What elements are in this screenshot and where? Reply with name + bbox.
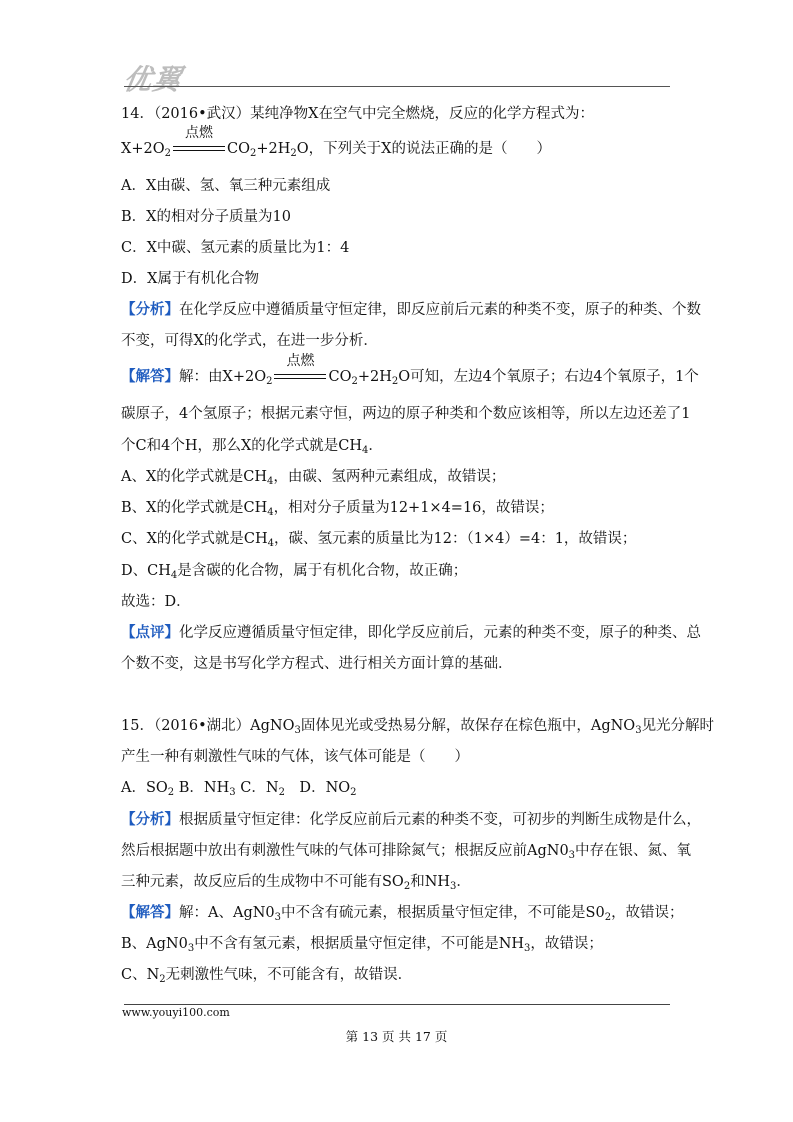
analysis-tag: 【分析】: [121, 811, 179, 828]
q15-options: A．$SO_2$ B．$NH_3$ C．$N_2$ D．$NO_2$: [121, 780, 357, 798]
q14-answer-b: B、X的化学式就是$CH_4$，相对分子质量为12+1×4=16，故错误；: [121, 500, 554, 518]
q14-stem-line1: 14．（2016•武汉）某纯净物X在空气中完全燃烧，反应的化学方程式为：: [121, 106, 594, 122]
q14-analysis-line1: 【分析】在化学反应中遵循质量守恒定律，即反应前后元素的种类不变，原子的种类、个数: [121, 301, 701, 318]
q14-answer-line1: 【解答】解：由$X+2O_2$ 点燃 $CO_2+2H_2O$可知，左边4个氧原子；右边4个氧原子，1个: [121, 353, 699, 387]
answer-tag: 【解答】: [121, 368, 179, 385]
q14-option-d: D．X属于有机化合物: [121, 271, 259, 287]
q15-answer-line3: C、$N_2$无刺激性气味，不可能含有，故错误．: [121, 967, 413, 985]
footer-divider: [124, 1004, 670, 1005]
page-number: 第 13 页 共 17 页: [345, 1029, 448, 1044]
q14-option-b: B．X的相对分子质量为10: [121, 209, 291, 225]
q15-stem-line2: 产生一种有刺激性气味的气体，该气体可能是（ ）: [121, 749, 469, 765]
q15-analysis-line2: 然后根据题中放出有刺激性气味的气体可排除氮气；根据反应前$AgN0_3$中存在银、氮、氧: [121, 843, 692, 861]
q14-answer-a: A、X的化学式就是$CH_4$，由碳、氢两种元素组成，故错误；: [121, 469, 506, 487]
q14-answer-line2: 碳原子，4个氢原子；根据元素守恒，两边的原子种类和个数应该相等，所以左边还差了1: [121, 406, 691, 422]
reaction-arrow: 点燃: [171, 140, 227, 154]
brand-logo: 优翼: [120, 63, 185, 96]
q14-equation-line: $X+2O_2$ 点燃 $CO_2+2H_2O$，下列关于X的说法正确的是（ ）: [121, 125, 551, 159]
footer-url: www.youyi100.com: [122, 1006, 230, 1019]
q14-review-line1: 【点评】化学反应遵循质量守恒定律，即化学反应前后，元素的种类不变，原子的种类、总: [121, 624, 701, 641]
q14-answer-line3: 个C和4个H，那么X的化学式就是$CH_4$．: [121, 438, 383, 456]
q14-option-a: A．X由碳、氢、氧三种元素组成: [121, 178, 331, 194]
q14-answer-d: D、$CH_4$是含碳的化合物，属于有机化合物，故正确；: [121, 563, 468, 581]
q14-choice: 故选：D．: [121, 594, 191, 610]
header-divider: [124, 86, 670, 87]
q15-answer-line1: 【解答】解：A、$AgN0_3$中不含有硫元素，根据质量守恒定律，不可能是$S0_2$，故错误；: [121, 904, 684, 923]
reaction-arrow-2: 点燃: [272, 368, 328, 382]
q14-review-line2: 个数不变，这是书写化学方程式、进行相关方面计算的基础．: [121, 656, 513, 672]
review-tag: 【点评】: [121, 624, 179, 641]
answer-tag: 【解答】: [121, 904, 179, 921]
q14-option-c: C．X中碳、氢元素的质量比为1：4: [121, 240, 350, 256]
q15-stem-line1: 15．（2016•湖北）AgNO$_3$固体见光或受热易分解，故保存在棕色瓶中，AgNO$_3$见光分解时: [121, 718, 715, 736]
q15-analysis-line3: 三种元素，故反应后的生成物中不可能有$SO_2$和$NH_3$．: [121, 874, 471, 892]
q15-answer-line2: B、$AgN0_3$中不含有氢元素，根据质量守恒定律，不可能是$NH_3$，故错误；: [121, 936, 603, 954]
q14-analysis-line2: 不变，可得X的化学式，在进一步分析．: [121, 333, 378, 349]
q14-answer-c: C、X的化学式就是$CH_4$，碳、氢元素的质量比为12：（1×4）=4：1，故错误；: [121, 531, 637, 549]
q15-analysis-line1: 【分析】根据质量守恒定律：化学反应前后元素的种类不变，可初步的判断生成物是什么，: [121, 811, 701, 828]
analysis-tag: 【分析】: [121, 301, 179, 318]
